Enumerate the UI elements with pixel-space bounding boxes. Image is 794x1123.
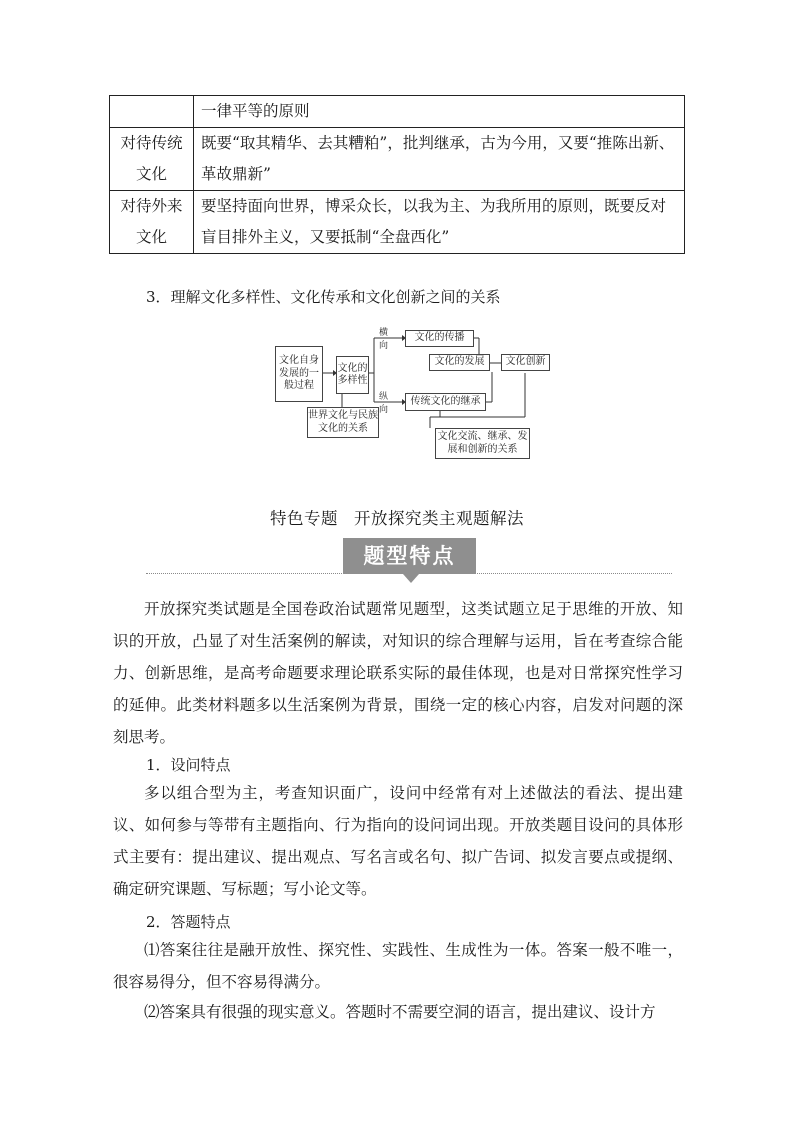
table-key-line: 对待外来 (120, 197, 183, 215)
label-vertical: 纵向 (379, 392, 389, 415)
table-key-line: 文化 (135, 228, 167, 246)
table-key-line: 对待传统 (120, 134, 183, 152)
table-value-cell: 要坚持面向世界，博采众长，以我为主、为我所用的原则，既要反对盲目排外主义，又要抵制“全盘西化” (194, 191, 685, 254)
answer-paragraph-1: ⑴答案往往是融开放性、探究性、实践性、生成性为一体。答案一般不唯一，很容易得分，但不容易得满分。 (113, 941, 683, 991)
special-topic-title (0, 505, 794, 529)
banner-pointer (403, 574, 419, 583)
diagram-connectors (0, 0, 794, 480)
label-horizontal: 横向 (379, 328, 389, 351)
title-part-a: 特色专题 (270, 509, 338, 528)
diagram-box-world-national: 世界文化与民族文化的关系 (307, 407, 379, 438)
diagram-box-inheritance: 传统文化的继承 (405, 393, 486, 411)
diagram-box-exchange: 文化交流、继承、发展和创新的关系 (435, 428, 530, 459)
table-key-line: 文化 (135, 165, 167, 183)
diagram-box-development: 文化的发展 (429, 354, 490, 371)
subheading-question: 1．设问特点 (146, 756, 231, 774)
diagram-box-diversity: 文化的多样性 (336, 356, 369, 394)
diagram-box-innovation: 文化创新 (501, 354, 550, 371)
section-banner: 题型特点 (343, 538, 476, 574)
subheading-answer: 2．答题特点 (146, 913, 231, 931)
section-heading: 3．理解文化多样性、文化传承和文化创新之间的关系 (146, 288, 501, 306)
table-value-cell: 一律平等的原则 (194, 96, 685, 128)
answer-paragraph-2: ⑵答案具有很强的现实意义。答题时不需要空洞的语言，提出建议、设计方 (144, 1003, 656, 1021)
intro-paragraph: 开放探究类试题是全国卷政治试题常见题型，这类试题立足于思维的开放、知识的开放，凸显了对生活案例的解读，对知识的综合理解与运用，旨在考查综合能力、创新思维，是高考命题要求理论联系实际的最佳体现，也是对日常探究性学习的延伸。此类材料题多以生活案例为背景，围绕一定的核心内容，启发对问题的深刻思考。 (113, 600, 683, 746)
diagram-box-spread: 文化的传播 (405, 330, 474, 347)
question-paragraph: 多以组合型为主，考查知识面广，设问中经常有对上述做法的看法、提出建议、如何参与等带有主题指向、行为指向的设问词出现。开放类题目设问的具体形式主要有：提出建议、提出观点、写名言或名句、拟广告词、拟发言要点或提纲、确定研究课题、写标题；写小论文等。 (113, 784, 683, 898)
table-value-cell: 既要“取其精华、去其糟粕”，批判继承，古为今用，又要“推陈出新、革故鼎新” (194, 128, 685, 191)
diagram-box-self-development: 文化自身发展的一般过程 (275, 346, 323, 402)
title-part-b: 开放探究类主观题解法 (354, 509, 524, 528)
